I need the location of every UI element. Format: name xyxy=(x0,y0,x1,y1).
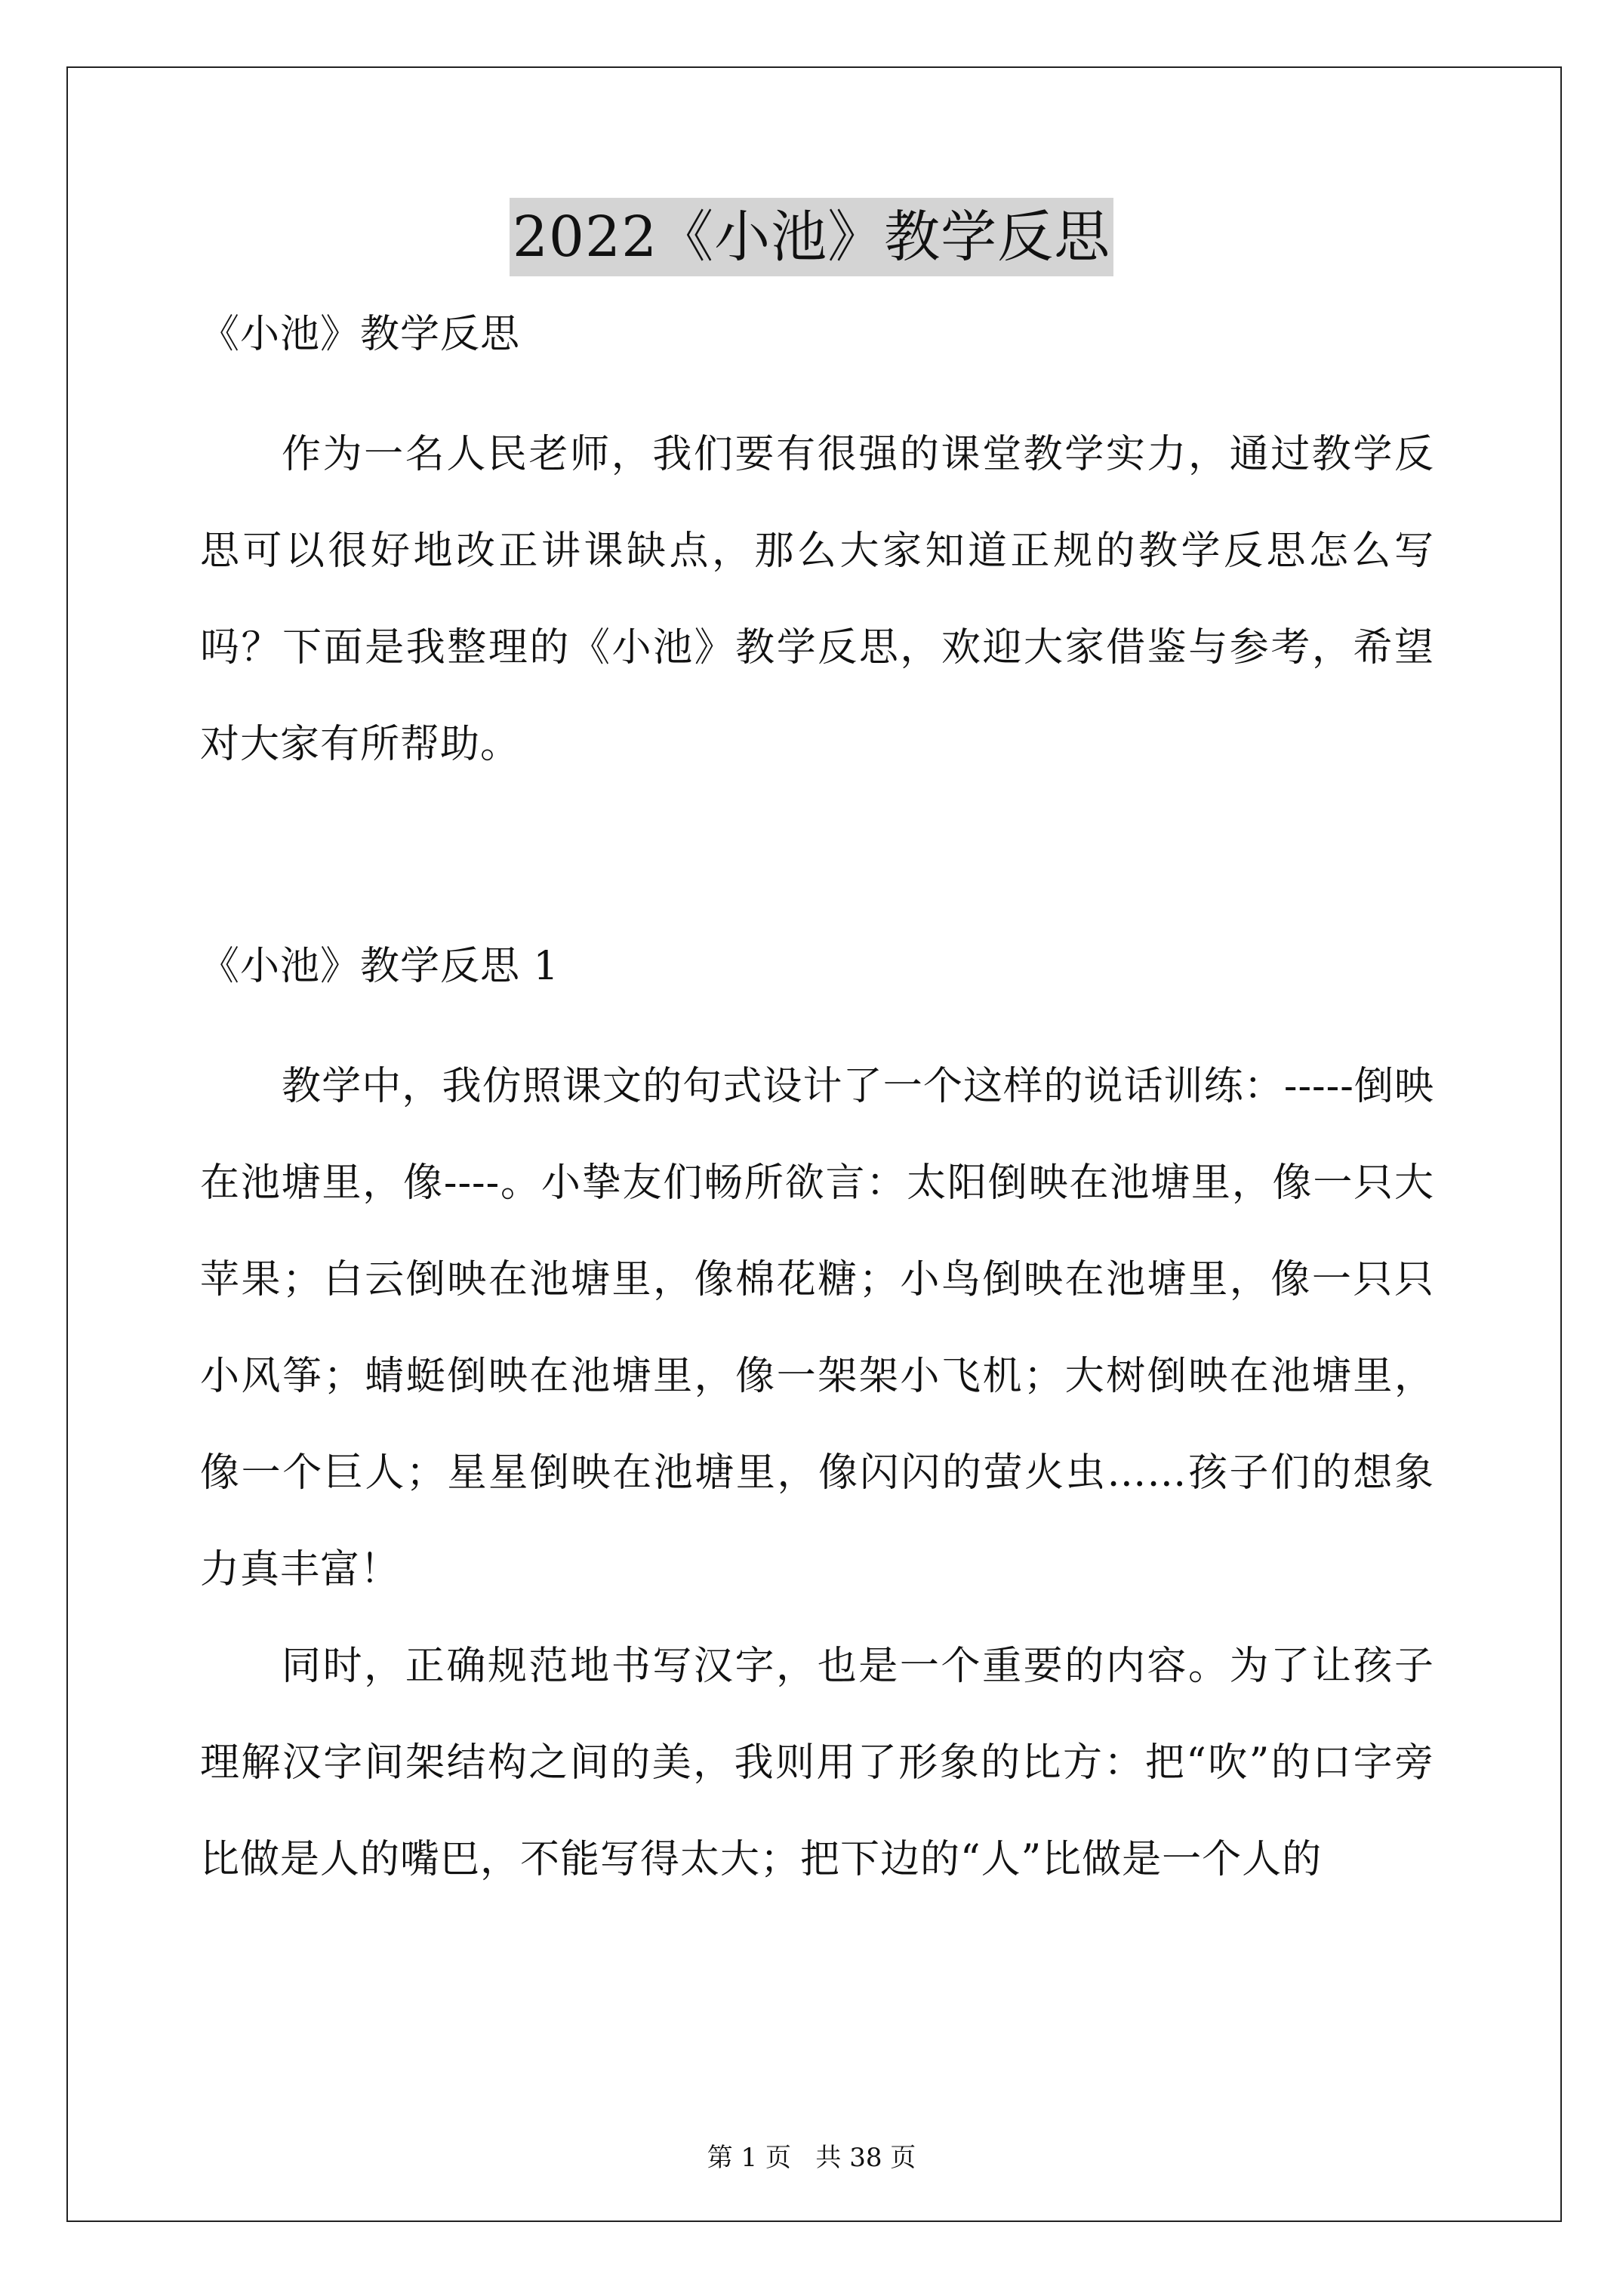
intro-heading: 《小池》教学反思 xyxy=(200,312,521,357)
title-container xyxy=(0,198,1623,276)
intro-paragraph: 作为一名人民老师，我们要有很强的课堂教学实力，通过教学反思可以很好地改正讲课缺点，那么大家知道正规的教学反思怎么写吗？下面是我整理的《小池》教学反思，欢迎大家借鉴与参考，希望对大家有所帮助。 xyxy=(200,432,1434,767)
page-total: 共 38 页 xyxy=(815,2143,916,2173)
section-heading: 《小池》教学反思 1 xyxy=(200,944,559,989)
document-body xyxy=(200,308,1434,1908)
page-number: 第 1 页 xyxy=(707,2143,791,2173)
body-paragraph: 教学中，我仿照课文的句式设计了一个这样的说话训练：-----倒映在池塘里，像----。小挚友们畅所欲言：太阳倒映在池塘里，像一只大苹果；白云倒映在池塘里，像棉花糖；小鸟倒映在池塘里，像一只只小风筝；蜻蜓倒映在池塘里，像一架架小飞机；大树倒映在池塘里，像一个巨人；星星倒映在池塘里，像闪闪的萤火虫……孩子们的想象力真丰富！ xyxy=(200,1064,1434,1592)
page-footer xyxy=(0,2143,1623,2173)
document-title: 2022《小池》教学反思 xyxy=(510,198,1113,276)
body-paragraph: 同时，正确规范地书写汉字，也是一个重要的内容。为了让孩子理解汉字间架结构之间的美，我则用了形象的比方：把“吹”的口字旁比做是人的嘴巴，不能写得太大；把下边的“人”比做是一个人的 xyxy=(200,1644,1434,1882)
